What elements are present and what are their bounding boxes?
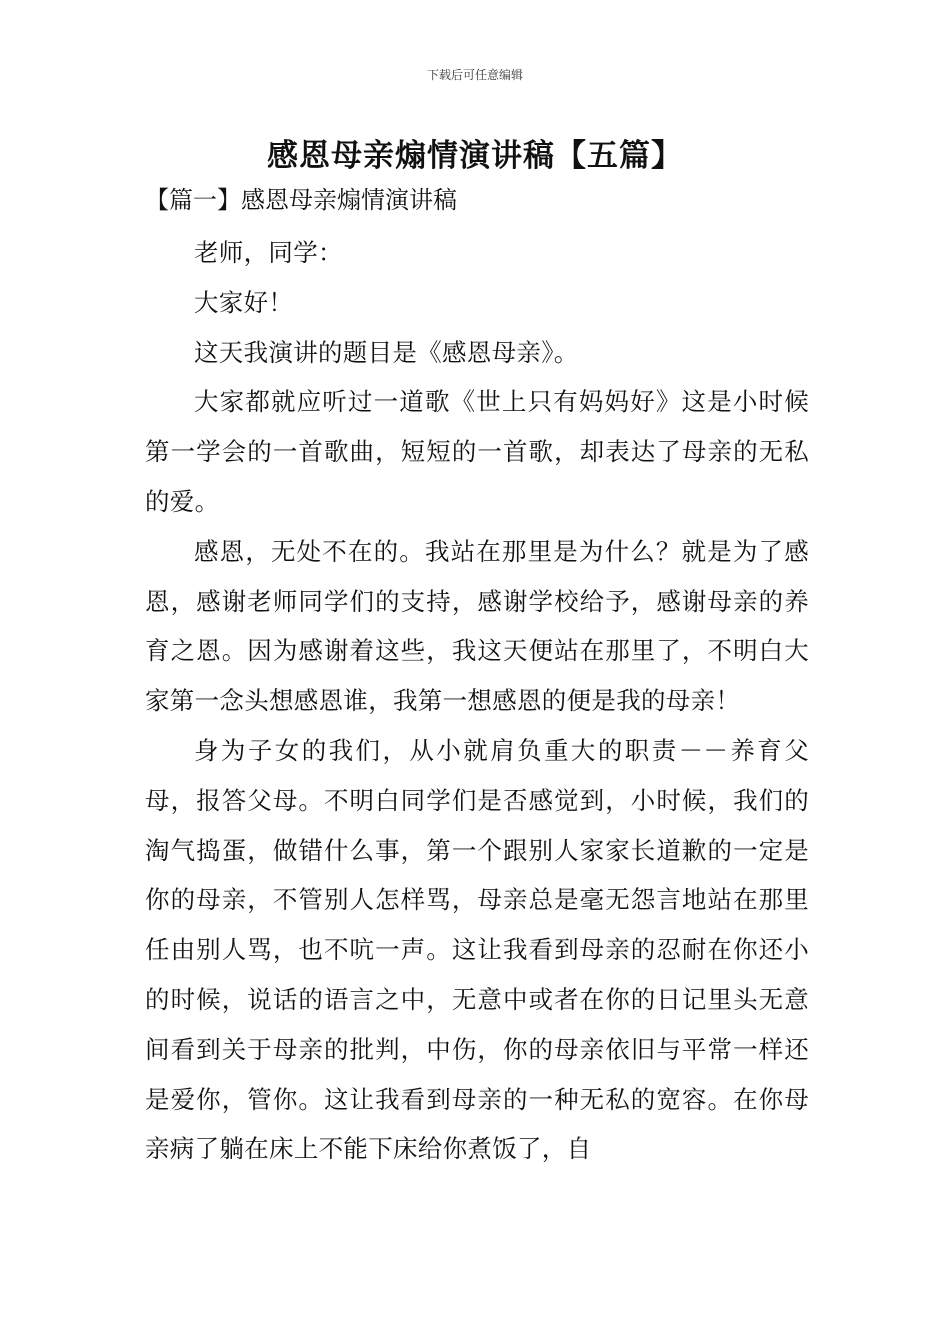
paragraph-song: 大家都就应听过一道歌《世上只有妈妈好》这是小时候第一学会的一首歌曲，短短的一首歌，却表达了母亲的无私的爱。: [145, 387, 809, 516]
paragraph-gratitude: 感恩，无处不在的。我站在那里是为什么？就是为了感恩，感谢老师同学们的支持，感谢学校给予，感谢母亲的养育之恩。因为感谢着这些，我这天便站在那里了，不明白大家第一念头想感恩谁，我第一想感恩的便是我的母亲！: [145, 536, 809, 716]
paragraph-greeting: 老师，同学：: [194, 238, 343, 267]
document-title: 感恩母亲煽情演讲稿【五篇】: [267, 138, 683, 174]
section-heading: 【篇一】感恩母亲煽情演讲稿: [145, 186, 457, 214]
page-header-note: 下载后可任意编辑: [426, 68, 523, 82]
paragraph-hello: 大家好！: [194, 287, 294, 317]
paragraph-duty: 身为子女的我们，从小就肩负重大的职责－－养育父母，报答父母。不明白同学们是否感觉到，小时候，我们的淘气捣蛋，做错什么事，第一个跟别人家家长道歉的一定是你的母亲，不管别人怎样骂，母亲总是毫无怨言地站在那里任由别人骂，也不吭一声。这让我看到母亲的忍耐在你还小的时候，说话的语言之中，无意中或者在你的日记里头无意间看到关于母亲的批判，中伤，你的母亲依旧与平常一样还是爱你，管你。这让我看到母亲的一种无私的宽容。在你母亲病了躺在床上不能下床给你煮饭了，自: [145, 735, 809, 1164]
document-body: [145, 180, 809, 1174]
paragraph-topic: 这天我演讲的题目是《感恩母亲》。: [194, 337, 579, 367]
